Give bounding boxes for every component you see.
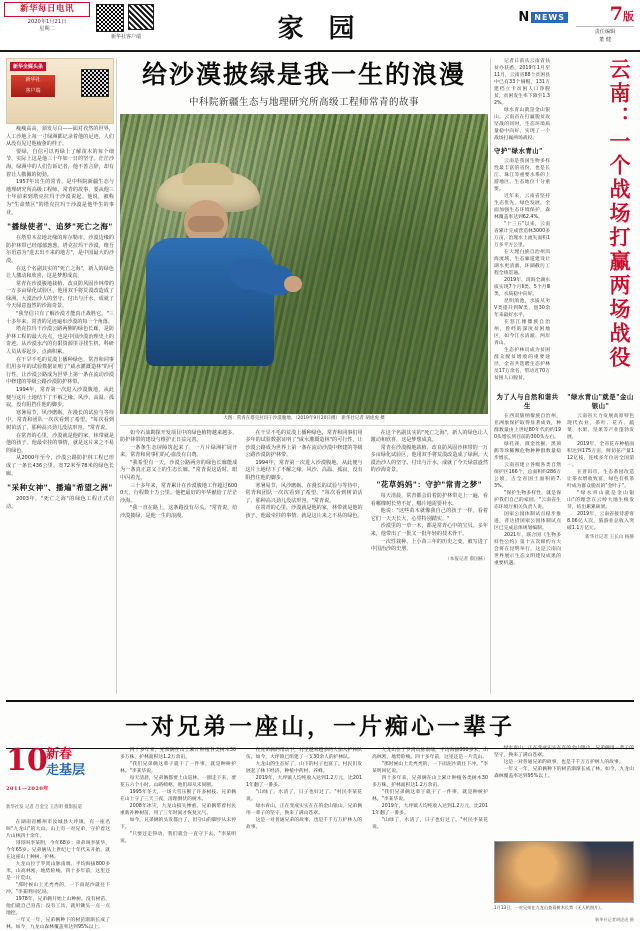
column-rule-left xyxy=(116,58,117,694)
right-s3-para-4: 2019年，云南省接待游客8.06亿人次，旅游业总收入突破1.1万亿元。 xyxy=(567,512,634,531)
news-promo-label: 新华社 客户端 xyxy=(11,75,55,97)
right-s2-para-4: 国家公园体制试点稳步推进，普达措国家公园体制试点区已完成总体规划编制。 xyxy=(494,512,561,531)
right-column xyxy=(494,58,634,567)
lower-c1-p3: "那时候山上光秃秃的，一下雨泥沙就往下冲。"李某明回忆说。 xyxy=(6,883,110,895)
right-s1-para-4: 2019年，洱海全湖水质实现7个月Ⅱ类、5个月Ⅲ类，水质稳中向好。 xyxy=(494,278,550,297)
right-s1-para-2: "十三五"以来，云南省累计完成营造林3000多万亩，治理水土流失面积1万多平方公里。 xyxy=(494,222,550,248)
lower-c1-p5: 一年又一年，兄弟俩种下的树苗渐渐长成了林。如今，九龙山森林覆盖率达到95%以上。 xyxy=(6,918,110,930)
left-s2-para-0: 2003年，"死亡之海"的绿色工程正式启动。 xyxy=(6,496,114,510)
news-brand-box: NEWS xyxy=(531,12,568,23)
right-s1-para-5: 昆明滇池，水质从劣Ⅴ类提升到Ⅳ类，创30余年来最好水平。 xyxy=(494,299,550,318)
lower-section xyxy=(6,743,634,930)
left-column xyxy=(6,58,114,511)
lower-c2-p0: 四十多年来，兄弟俩在山上累计种植各类树木30多万株，护林面积达1.2万余亩。 xyxy=(120,748,236,760)
campaign-years: 2011—2020年 xyxy=(6,786,49,792)
qr-caption: 新华社客户端 xyxy=(110,34,141,40)
mid-b-para-2: 寒暑易节，风沙磨砺。在漫长的试验与等待中，常青和团队一次次看到了希望。"每次看到树苗活了，那种高兴劲儿没法形容。"常青说。 xyxy=(245,482,363,504)
right-s2-para-5: 2021年，联合国《生物多样性公约》第十五次缔约方大会将在昆明举行，这是云南向世界展示生态文明建设成果的重要机遇。 xyxy=(494,533,561,566)
page-number-block xyxy=(610,3,634,25)
lower-c4-p2: 四十多年来，兄弟俩在山上累计种植各类树木30多万株，护林面积达1.2万余亩。 xyxy=(372,776,488,788)
left-s1-para-2: 常青在沙漠腹地栽植、改良防风固沙林带的一万多亩绿化试验区，他用双手将荒漠改造成了绿洲。大漠治沙人的坚守、付出与汗水，成就了今天绿意盎然的沙海奇景。 xyxy=(6,280,114,310)
jacket-shape xyxy=(146,238,274,366)
left-s1-para-5: 在干旱不毛的荒漠上播种绿色，常青和同事们用多年的试验数据证明了"咸水灌溉造林"的可行性，让沙漠公路成为世界上第一条在流动沙漠中修建的等级公路沙漠防护林带。 xyxy=(6,356,114,386)
lead-photo xyxy=(120,114,488,414)
mid-b-para-0: 在干旱不毛的荒漠上播种绿色，常青和同事们用多年的试验数据证明了"咸水灌溉造林"的可行性，让沙漠公路成为世界上第一条在流动沙漠中修建的等级公路沙漠防护林带。 xyxy=(245,429,363,459)
right-s2-title: 为了人与自然和谐共生 xyxy=(496,393,559,410)
right-s1-para-0: 云南是我国生物多样性最丰富的省份，也是长江、珠江等重要水系的上游地区，生态地位十分重要。 xyxy=(494,159,550,192)
mid-a-para-2: "我希望有一天，沙漠公路两旁的绿色长廊能成为一条真正意义上的生态长廊。"常青说这话时，眼中闪着光。 xyxy=(120,459,238,482)
right-s3-para-2: 在普洱市，生态茶园改造让茶农增收致富，绿色有机茶叶成为群众脱贫的"金叶子"。 xyxy=(567,470,634,489)
lower-c2-p5: 如今，兄弟俩的头发都白了，但守山的脚步从未停下。 xyxy=(120,818,236,830)
mid-b-para-3: 在常青的心里，沙漠就是他的家，林带就是他的孩子。他最牵挂的事情，就是这片来之不易的绿色。 xyxy=(245,505,363,520)
newspaper-logo: 新华每日电讯 xyxy=(4,2,90,17)
lower-c3-p0: 在兄弟俩的带动下，村里越来越多的人加入护林队伍。如今，大坪镇已组建了一支30余人的护林队。 xyxy=(246,748,362,760)
right-s3-para-3: "绿水青山就是金山银山"的理念在云岭大地生根发芽，结出累累硕果。 xyxy=(567,491,634,510)
lower-c1-p0: 在湖南省郴州市汝城县大坪镇，有一座名叫"九龙山"的大山。山上有一对兄弟，守护着这片山林四十余年。 xyxy=(6,820,110,839)
right-top-para-0: 记者日前从云南省扶贫办获悉，2019年1月至11月，云南省88个贫困县中已有33个摘帽，131万建档立卡贫困人口净脱贫，贫困发生率下降至1.32%。 xyxy=(494,59,550,106)
left-s1-para-4: 塔克拉玛干沙漠公路两侧的绿色长廊，是防护林工程的最大亮点，也是中国沙漠治理史上的奇迹。从沙漠水汽的有限资源里寻找生机，科研人员从零起步，点滴积累。 xyxy=(6,326,114,356)
mid-col-c xyxy=(371,430,488,562)
right-s2-para-0: 在西双版纳傣族自治州，亚洲象保护取得显著成效，种群数量由上世纪80年代的约190头增长到目前的300头左右。 xyxy=(494,414,561,440)
right-s1-title: 守护"绿水青山" xyxy=(494,147,544,155)
left-para-2: 1957年出生的常青，是中科院新疆生态与地理研究所高级工程师。常青的故事，要从他三十年前来到塔克拉玛干沙漠说起。他说，被称为"生命禁区"的塔克拉玛干沙漠是他毕生的事业。 xyxy=(6,179,114,216)
lower-c3-p5: 这是一对普通兄弟的故事，也是千千万万护林人的故事。 xyxy=(246,818,362,830)
right-col-b xyxy=(567,388,634,567)
campaign-name-line1: 新春 xyxy=(46,747,73,762)
left-s1-para-7: 寒暑易节，风沙磨砺。在漫长的试验与等待中，常青和团队一次次看到了希望。"每次看到树苗活了，那种高兴劲儿没法形容。"常青说。 xyxy=(6,409,114,431)
lower-c1-p4: 1978年，兄弟俩开始上山种树。没有树苗，他们就自己育苗；没有工具，就用锄头一点一点地挖。 xyxy=(6,897,110,916)
right-s3-para-1: 2019年，全省花卉种植面积达到175万亩，鲜切花产量112亿枝，连续多年位居全国第一。 xyxy=(567,442,634,468)
news-promo-qr-icon[interactable] xyxy=(81,69,109,97)
feature-band xyxy=(6,700,634,749)
lower-col-3 xyxy=(246,747,362,831)
lower-c3-p2: 2019年，大坪镇人均纯收入达到1.2万元，比2011年翻了一番多。 xyxy=(246,776,362,788)
lower-c1-p1: 哥哥叫李某明，今年68岁；弟弟叫李某华，今年65岁。兄弟俩从上世纪七十年代末开始，就在这座山上种树、护林。 xyxy=(6,841,110,860)
hand-shape xyxy=(284,276,302,292)
lower-col-4 xyxy=(372,747,488,831)
right-vertical-title: 云南：一个战场打赢两场战役 xyxy=(607,58,632,370)
lower-c5-text xyxy=(494,745,634,780)
mid-c-para-0: 在这个名副其实的"死亡之海"，新人的绿色让人激动和欣喜，这是梦想成真。 xyxy=(370,429,488,444)
right-s3-para-0: 云南省大力发展高原特色现代农业，茶叶、花卉、蔬菜、水果、坚果等产业蓬勃发展。 xyxy=(567,414,634,440)
mid-c-para-1: 常青在沙漠腹地栽植、改良防风固沙林带的一万多亩绿化试验区，他用双手将荒漠改造成了绿洲。大漠治沙人的坚守、付出与汗水，成就了今天绿意盎然的沙海奇景。 xyxy=(370,444,488,474)
right-s1-para-1: 近年来，云南省坚持生态优先、绿色发展，全面加强生态环境保护，森林覆盖率达到62.4%。 xyxy=(494,194,550,220)
news-brand-letter: N xyxy=(518,10,531,25)
lower-col-5 xyxy=(494,745,634,780)
left-s1-para-9: 从2000年至今，沙漠公路防护林工程已形成了一条长436公里、宽72米至78米的绿色长廊。 xyxy=(6,455,114,477)
lower-c3-p1: 九龙山的生态好了，山下的村子也富了。村民们发展起了林下经济，种植中药材、养蜂。 xyxy=(246,762,362,774)
issue-date: 2020年1月21日 星期二 xyxy=(27,19,67,32)
mid-article-columns xyxy=(120,430,488,562)
page-subtitle: 中科院新疆生态与地理研究所高级工程师常青的故事 xyxy=(188,97,419,108)
mid-col-a xyxy=(120,430,237,562)
lower-c2-p3: 1995年冬天，一场大雪压断了许多树枝。兄弟俩在山上守了三天三夜，清理倒伏的树木。 xyxy=(120,790,236,802)
right-s2-para-3: "保护生物多样性，就是保护我们自己的家园。"云南省生态环境厅相关负责人说。 xyxy=(494,491,561,510)
left-section-1-title: "播绿使者"、追梦"死亡之海" xyxy=(7,222,113,232)
lower-c5-p1: 这是一对普通兄弟的故事，也是千千万万护林人的故事。 xyxy=(503,760,624,765)
lower-c2-p1: "我们兄弟俩这辈子就干了一件事，就是种树护林。"李某华说。 xyxy=(120,762,236,774)
right-s1-para-3: 在大理白族自治州洱海流域，生态廊道建设让湖水更清澈，环湖截污工程全线贯通。 xyxy=(494,250,550,276)
feature-title: 一对兄弟一座山，一片痴心一辈子 xyxy=(125,713,515,740)
campaign-name xyxy=(46,747,85,779)
right-top-para-1: 绿水青山就是金山银山。云南省在打赢脱贫攻坚战的同时，生态环境质量稳中向好，实现了一个战场打赢两场战役。 xyxy=(494,108,550,141)
lead-photo-caption: 大图：常青在塔克拉玛干沙漠腹地。（2019年9月20日摄） 新华社记者 胡虎虎 摄 xyxy=(120,414,488,426)
lower-col-1 xyxy=(6,819,110,931)
news-promo-badge: 新华全媒头条 xyxy=(10,62,46,71)
middle-column xyxy=(120,58,488,562)
page-number: 7 xyxy=(609,3,623,25)
left-s1-para-0: 在塔里木盆地北缘的库尔勒市，沙漠边缘的防护林带已经郁郁葱葱。塔克拉玛干沙漠，维吾尔语意为"进去出不来的地方"，是中国最大的沙漠。 xyxy=(6,235,114,264)
left-s1-para-6: 1994年，常青第一次进入沙漠腹地，从此便与这片土地结下了不解之缘。风沙、高温、孤寂，没有阻挡住他的脚步。 xyxy=(6,387,114,409)
mid-c-para-4: 沙漠里的一草一木，都是常青心中的宝贝。多年来，他带出了一批又一批年轻的技术骨干。 xyxy=(370,523,488,538)
photo-subject-figure xyxy=(138,166,288,366)
lower-c3-p3: "山绿了，水清了，日子也好过了。"村民李某花说。 xyxy=(246,790,362,802)
lower-c4-p5: "山绿了，水清了，日子也好过了。"村民李某花说。 xyxy=(372,818,488,830)
lower-c5-p2: 一年又一年，兄弟俩种下的树苗渐渐长成了林。如今，九龙山森林覆盖率达到95%以上。 xyxy=(494,767,634,779)
right-s2-para-1: 绿孔雀、滇金丝猴、黑颈鹤等珍稀濒危物种种群数量稳步增长。 xyxy=(494,442,561,461)
mid-a-para-1: 一条条生态屏障筑起来了，一片片绿洲扩展开来，常青和同事们的心血没有白费。 xyxy=(120,444,238,459)
lower-c1-p2: 九龙山位于罗霄山脉南端，平均海拔800多米，山高林密，地势险峻。四十多年前，这里还是一片荒山。 xyxy=(6,862,110,881)
left-s1-para-1: 在这个名副其实的"死亡之海"，新人的绿色让人激动和欣喜，这是梦想成真。 xyxy=(6,265,114,280)
section-title: 家 园 xyxy=(277,14,363,44)
lower-c4-p3: "我们兄弟俩这辈子就干了一件事，就是种树护林。"李某华说。 xyxy=(372,790,488,802)
mid-c-para-3: 他说："这些苗木就像我自己的孩子一样，看着它们一天天长大，心里特别踏实。" xyxy=(370,508,488,522)
left-s1-para-3: "我坚信只有了解沙漠才能真正战胜它。"三十多年来，常青的足迹遍布沙漠的每一个角落。 xyxy=(6,311,114,325)
mid-a-para-4: "我一直在路上，这条路没有尽头。"常青说，给沙漠披绿，是他一生的浪漫。 xyxy=(120,505,238,520)
mid-section-title: "花草妈妈"：守护"常青之梦" xyxy=(376,480,483,490)
right-bottom-block xyxy=(494,388,634,567)
column-rule-right xyxy=(490,58,491,694)
right-s2-para-2: 云南省建立各级各类自然保护区166个，总面积约286万公顷，占全省国土面积的7.3%。 xyxy=(494,463,561,489)
lower-col-2 xyxy=(120,747,236,845)
lower-c4-p0: 九龙山位于罗霄山脉南端，平均海拔800多米，山高林密，地势险峻。四十多年前，这里还是一片荒山。 xyxy=(372,748,488,760)
lower-c4-p1: "那时候山上光秃秃的，一下雨泥沙就往下冲。"李某明回忆说。 xyxy=(372,762,488,774)
lower-c2-p2: 每天清晨，兄弟俩都要上山巡林。一圈走下来，要花五六个小时。山路崎岖，他们却从未间断。 xyxy=(120,776,236,788)
mid-byline: （本报记者 蔡国栋） xyxy=(445,556,488,562)
lower-top-byline: 新华社发 记者 吕金宝 王浩明 摄影报道 xyxy=(6,805,82,810)
masthead xyxy=(0,0,640,52)
lower-c5-p0: 绿水青山，正在变成实实在在的金山银山。兄弟俩用一辈子的坚守，换来了满山苍翠。 xyxy=(494,746,634,758)
lower-c3-p4: 绿水青山，正在变成实实在在的金山银山。兄弟俩用一辈子的坚守，换来了满山苍翠。 xyxy=(246,804,362,816)
right-col-a xyxy=(494,388,561,567)
left-para-0: 瘦瘦高高，须发尽白——面对孜然的世界，人工沙地上每一寸绿洲都记录着他的足迹，人们从没有见过他疲惫的样子。 xyxy=(6,126,114,148)
mid-b-para-1: 1994年，常青第一次进入沙漠腹地，从此便与这片土地结下了不解之缘。风沙、高温、孤寂，没有阻挡住他的脚步。 xyxy=(245,459,363,482)
left-section-2-title: "采种女神"、播遍"希望之洲" xyxy=(7,483,113,493)
mid-a-para-3: 三十多年来，常青累计在沙漠腹地工作超过6000天，行程数十万公里。他把最好的年华献给了茫茫沙海。 xyxy=(120,482,238,504)
editor-credit: 责任编辑 董 健 xyxy=(576,26,634,44)
left-para-1: 要绿，自信可以再绿上了解苗木的每个细节，实际上这是他三十年如一日的坚守。茫茫沙海，绿洲中的人们告诉记者，他不善言辞，却有着让人敬佩的韧劲。 xyxy=(6,148,114,178)
lower-c2-p6: "只要还走得动，我们就会一直守下去。"李某明说。 xyxy=(120,832,236,844)
right-top-text xyxy=(494,58,550,382)
right-s1-para-7: 生态护林员成为贫困群众脱贫增收的重要途径，全省共选聘生态护林员17万余名，带动近70万贫困人口脱贫。 xyxy=(494,348,550,381)
page-title: 给沙漠披绿是我一生的浪漫 xyxy=(141,60,466,89)
campaign-name-line2: 走基层 xyxy=(46,763,86,778)
mid-c-para-5: 一次性栽种、上小苗三年的历史之变，被写进了中国治沙的史册。 xyxy=(370,538,488,553)
lower-photo-caption: 1月13日，一对兄弟在九龙山查看树木长势（无人机照片）。 xyxy=(494,905,605,910)
left-s1-para-8: 在常青的心里，沙漠就是他的家，林带就是他的孩子。他最牵挂的事情，就是这片来之不易的绿色。 xyxy=(6,432,114,454)
page-unit: 版 xyxy=(623,10,634,23)
mid-col-b xyxy=(245,430,362,562)
lower-photo-byline: 新华社记者胡虎虎 摄 xyxy=(594,917,634,922)
news-promo-photo[interactable] xyxy=(6,58,114,124)
right-s1-para-6: 在怒江傈僳族自治州，曾经的深度贫困地区，如今江水清澈、两岸青山。 xyxy=(494,320,550,346)
mid-c-para-2: 每天清晨，常青都会沿着防护林带走上一遍，看看哪棵树长势不好，哪片地需要补水。 xyxy=(370,493,488,507)
news-brand xyxy=(518,10,568,25)
campaign-number: 10 2011—2020年 xyxy=(6,747,110,803)
right-s3-title: "绿水青山"就是"金山银山" xyxy=(567,393,634,410)
mid-a-para-0: 如今石油勘探开发项目中的绿色植物越来越多，防护林带的建设与维护正日益完善。 xyxy=(120,429,238,444)
lower-c2-p4: 2008年冰灾，九龙山损失惨重。兄弟俩带着村民重新补种树苗，用了三年时间才恢复元气。 xyxy=(120,804,236,816)
right-top-block xyxy=(494,58,634,388)
right-byline: 新华社记者 王长山 杨静 xyxy=(585,535,634,540)
lower-photo xyxy=(494,841,634,903)
lower-c4-p4: 2019年，大坪镇人均纯收入达到1.2万元，比2011年翻了一番多。 xyxy=(372,804,488,816)
